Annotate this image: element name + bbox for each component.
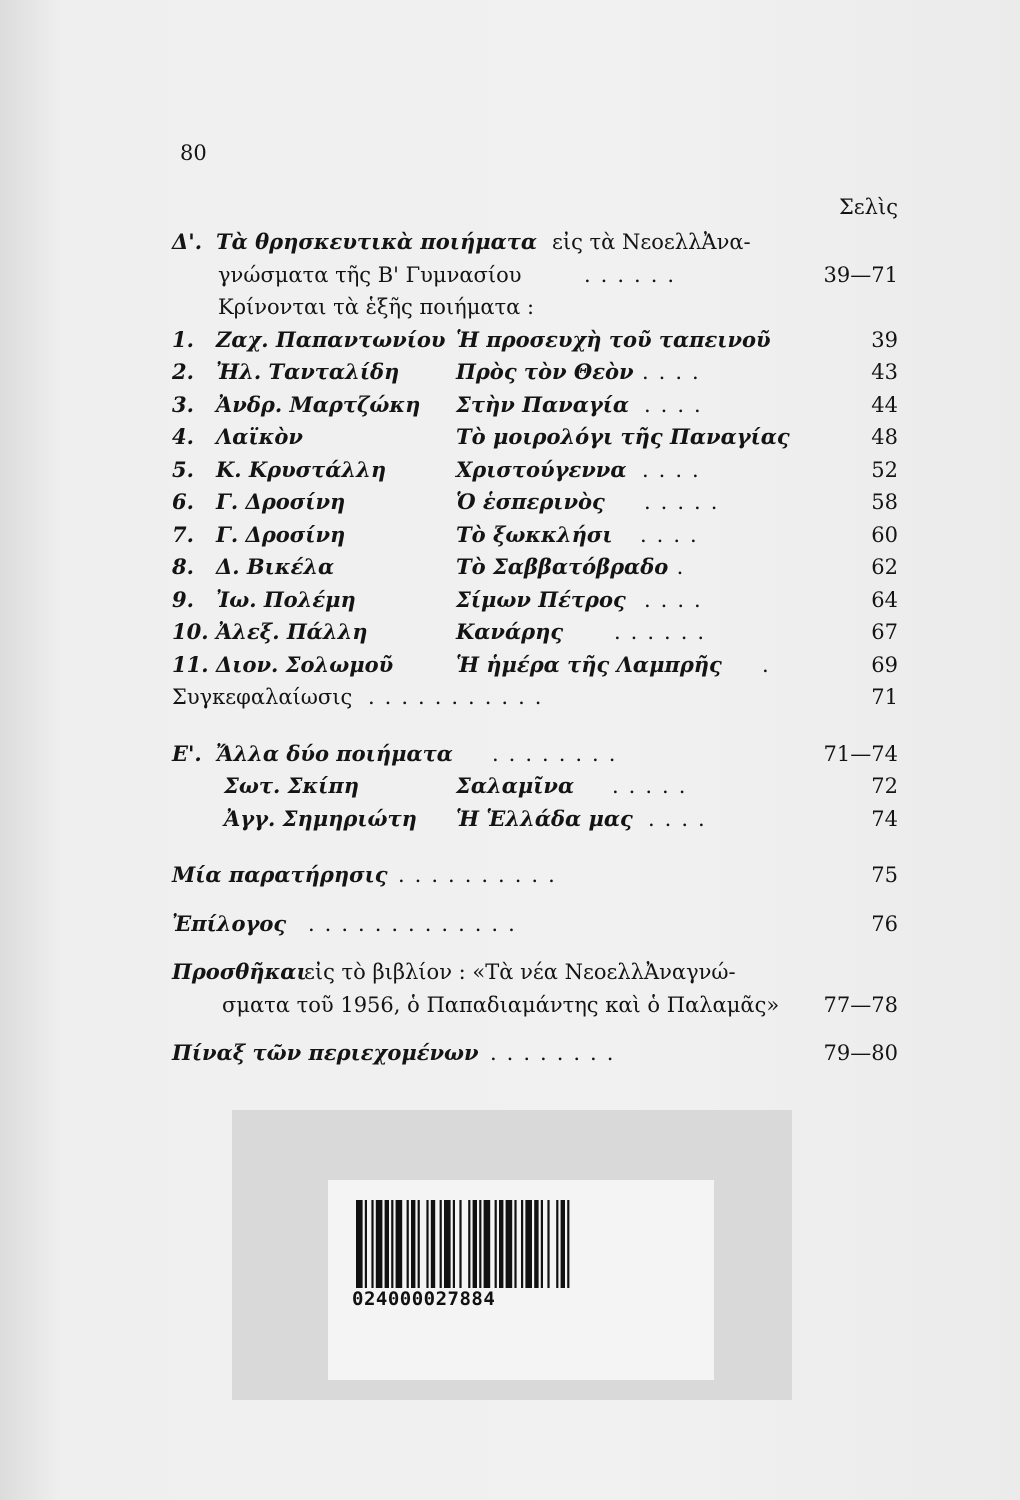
additions-line2: σματα τοῦ 1956, ὁ Παπαδιαμάντης καὶ ὁ Παλαμᾶς»	[222, 992, 780, 1017]
section-d-title: Τὰ θρησκευτικὰ ποιήματα	[216, 229, 538, 254]
barcode-bar	[440, 1200, 442, 1288]
entry-number: 3.	[172, 391, 194, 417]
entry-dots: ....	[644, 587, 711, 612]
entry-poem: Στὴν Παναγία	[456, 391, 630, 417]
barcode-bar	[561, 1200, 565, 1288]
barcode-bar	[495, 1200, 497, 1288]
section-d-title-rest: εἰς τὰ ΝεοελλἈνα-	[552, 230, 751, 254]
section-e-letter: Ε'.	[172, 740, 202, 766]
toc-entry	[172, 770, 898, 803]
barcode-bar	[534, 1200, 538, 1288]
entry-poem: Πρὸς τὸν Θεὸν	[456, 359, 634, 384]
section-d-title-line2: γνώσματα τῆς Β' Γυμνασίου	[218, 262, 522, 287]
section-d-heading-line2	[172, 259, 898, 292]
entry-dots: ....	[644, 392, 711, 417]
entry-author: Γ. Δροσίνη	[216, 489, 346, 514]
section-d-intro	[172, 291, 898, 324]
entry-author: Σωτ. Σκίπη	[224, 773, 359, 798]
barcode-number: 024000027884	[352, 1288, 496, 1310]
summary-row	[172, 681, 898, 714]
section-e-pages: 71—74	[823, 741, 898, 766]
entry-page: 64	[871, 587, 898, 612]
summary-page: 71	[871, 685, 898, 709]
entry-number: 11.	[172, 651, 209, 677]
entry-number: 6.	[172, 489, 194, 514]
contents-index-label: Πίναξ τῶν περιεχομένων	[172, 1040, 479, 1065]
barcode-bar	[391, 1200, 393, 1288]
page-column-heading: Σελὶς	[838, 195, 898, 219]
barcode-bar	[396, 1200, 403, 1288]
toc-entry	[172, 486, 898, 519]
toc-entry	[172, 519, 898, 552]
entry-dots: ....	[640, 522, 707, 547]
barcode-bar	[411, 1200, 415, 1288]
page-number: 80	[180, 141, 207, 165]
epilogue-row	[172, 908, 898, 941]
barcode-bar	[473, 1200, 477, 1288]
section-d-dots: ......	[584, 262, 685, 287]
barcode-label	[328, 1180, 714, 1380]
remark-page: 75	[871, 863, 898, 887]
barcode-bar	[514, 1200, 516, 1288]
section-d-heading	[172, 226, 898, 259]
entry-dots: ....	[642, 360, 709, 384]
toc-entry	[172, 616, 898, 649]
remark-label: Μία παρατήρησις	[172, 862, 388, 887]
toc-entry	[172, 584, 898, 617]
entry-dots: .....	[644, 490, 728, 514]
barcode-bar	[385, 1200, 389, 1288]
entry-author: Ἀλεξ. Πάλλη	[216, 619, 368, 644]
section-e-dots: ........	[492, 741, 626, 766]
toc-entry	[172, 649, 898, 682]
entry-number: 9.	[172, 586, 194, 612]
section-e-title: Ἄλλα δύο ποιήματα	[216, 740, 453, 766]
contents-index-pages: 79—80	[823, 1041, 898, 1065]
epilogue-label: Ἐπίλογος	[172, 910, 287, 936]
barcode-bar	[468, 1200, 470, 1288]
entry-page: 48	[871, 425, 898, 449]
additions-row	[172, 956, 898, 989]
entry-dots: ..	[660, 555, 694, 579]
entry-poem: Ἡ Ἑλλάδα μας	[456, 805, 633, 831]
section-e-entry-list	[172, 770, 898, 835]
barcode-bar	[499, 1200, 503, 1288]
entry-author: Διον. Σολωμοῦ	[216, 651, 394, 677]
barcode-bar	[525, 1200, 532, 1288]
toc-entry	[172, 389, 898, 422]
toc-entry	[172, 421, 898, 454]
entry-author: Ἀνδρ. Μαρτζώκη	[216, 391, 421, 417]
toc-entry	[172, 551, 898, 584]
entry-poem: Σαλαμῖνα	[456, 773, 575, 798]
barcode-bar	[376, 1200, 383, 1288]
toc-entry	[172, 454, 898, 487]
entry-number: 4.	[172, 424, 194, 449]
barcode-bar	[356, 1200, 363, 1288]
entry-page: 74	[871, 806, 898, 831]
entry-poem: Χριστούγεννα	[456, 456, 627, 482]
entry-author: Ἀγγ. Σημηριώτη	[224, 805, 417, 831]
barcode-bar	[459, 1200, 461, 1288]
barcode-bar	[506, 1200, 513, 1288]
section-d-intro-text: Κρίνονται τὰ ἑξῆς ποιήματα :	[218, 295, 535, 319]
entry-poem: Τὸ μοιρολόγι τῆς Παναγίας	[456, 424, 790, 449]
section-d-letter: Δ'.	[172, 229, 203, 254]
entry-number: 8.	[172, 554, 194, 579]
entry-dots: .	[762, 652, 779, 677]
barcode-bar	[567, 1200, 569, 1288]
table-of-contents	[172, 226, 898, 1070]
barcode-bar	[371, 1200, 373, 1288]
entry-number: 7.	[172, 521, 194, 547]
entry-author: Λαϊκὸν	[216, 424, 303, 449]
entry-poem: Σίμων Πέτρος	[456, 586, 626, 612]
entry-poem: Τὸ Σαββατόβραδο	[456, 554, 669, 579]
barcode-bar	[484, 1200, 491, 1288]
entry-page: 60	[871, 522, 898, 547]
entry-page: 43	[871, 360, 898, 384]
additions-label: Προσθῆκαι	[172, 959, 307, 984]
remark-row	[172, 859, 898, 892]
barcode-bar	[479, 1200, 481, 1288]
barcode-bar	[444, 1200, 451, 1288]
barcode-bar	[547, 1200, 549, 1288]
summary-label: Συγκεφαλαίωσις	[172, 685, 353, 709]
barcode-bar	[418, 1200, 420, 1288]
epilogue-dots: .............	[308, 911, 525, 936]
contents-index-row	[172, 1037, 898, 1070]
entry-dots: ....	[642, 457, 709, 482]
remark-dots: ..........	[398, 863, 565, 887]
entry-dots: ....	[648, 806, 715, 831]
entry-author: Κ. Κρυστάλλη	[216, 456, 387, 482]
summary-dots: ...........	[368, 685, 552, 709]
entry-poem: Ἡ προσευχὴ τοῦ ταπεινοῦ	[456, 326, 771, 352]
entry-author: Ἠλ. Τανταλίδη	[216, 359, 400, 384]
additions-rest: εἰς τὸ βιβλίον : «Τὰ νέα ΝεοελλἈναγνώ-	[304, 960, 736, 984]
barcode-bar	[556, 1200, 558, 1288]
entry-author: Δ. Βικέλα	[216, 554, 335, 579]
entry-page: 67	[871, 620, 898, 644]
entry-page: 39	[871, 327, 898, 352]
entry-author: Ἰω. Πολέμη	[216, 586, 356, 612]
contents-index-dots: ........	[490, 1041, 624, 1065]
entry-page: 62	[871, 555, 898, 579]
entry-number: 2.	[172, 359, 194, 384]
section-e-heading	[172, 738, 898, 771]
barcode-bar	[365, 1200, 367, 1288]
entry-poem: Κανάρης	[456, 619, 564, 644]
entry-number: 10.	[172, 619, 209, 644]
barcode-bar	[541, 1200, 543, 1288]
entry-page: 52	[871, 457, 898, 482]
entry-number: 1.	[172, 326, 194, 352]
section-d-entry-list	[172, 324, 898, 682]
barcode-bar	[453, 1200, 455, 1288]
entry-dots: ......	[614, 620, 715, 644]
barcode-bar	[431, 1200, 435, 1288]
toc-entry	[172, 324, 898, 357]
barcode-bar	[407, 1200, 409, 1288]
barcode-bar	[521, 1200, 523, 1288]
toc-entry	[172, 803, 898, 836]
entry-page: 44	[871, 392, 898, 417]
entry-poem: Τὸ ξωκκλήσι	[456, 521, 613, 547]
barcode-bars	[356, 1200, 686, 1288]
entry-page: 58	[871, 490, 898, 514]
epilogue-page: 76	[871, 911, 898, 936]
entry-number: 5.	[172, 456, 194, 482]
additions-pages: 77—78	[823, 992, 898, 1017]
additions-row-line2	[172, 989, 898, 1022]
entry-dots: .....	[612, 774, 696, 798]
entry-poem: Ἡ ἡμέρα τῆς Λαμπρῆς	[456, 651, 722, 677]
entry-author: Ζαχ. Παπαντωνίου	[216, 326, 446, 352]
entry-page: 72	[871, 774, 898, 798]
entry-poem: Ὁ ἑσπερινὸς	[456, 489, 605, 514]
entry-author: Γ. Δροσίνη	[216, 521, 346, 547]
entry-page: 69	[871, 652, 898, 677]
barcode-sticker	[232, 1110, 792, 1400]
toc-entry	[172, 356, 898, 389]
section-d-pages: 39—71	[823, 262, 898, 287]
barcode-bar	[426, 1200, 428, 1288]
